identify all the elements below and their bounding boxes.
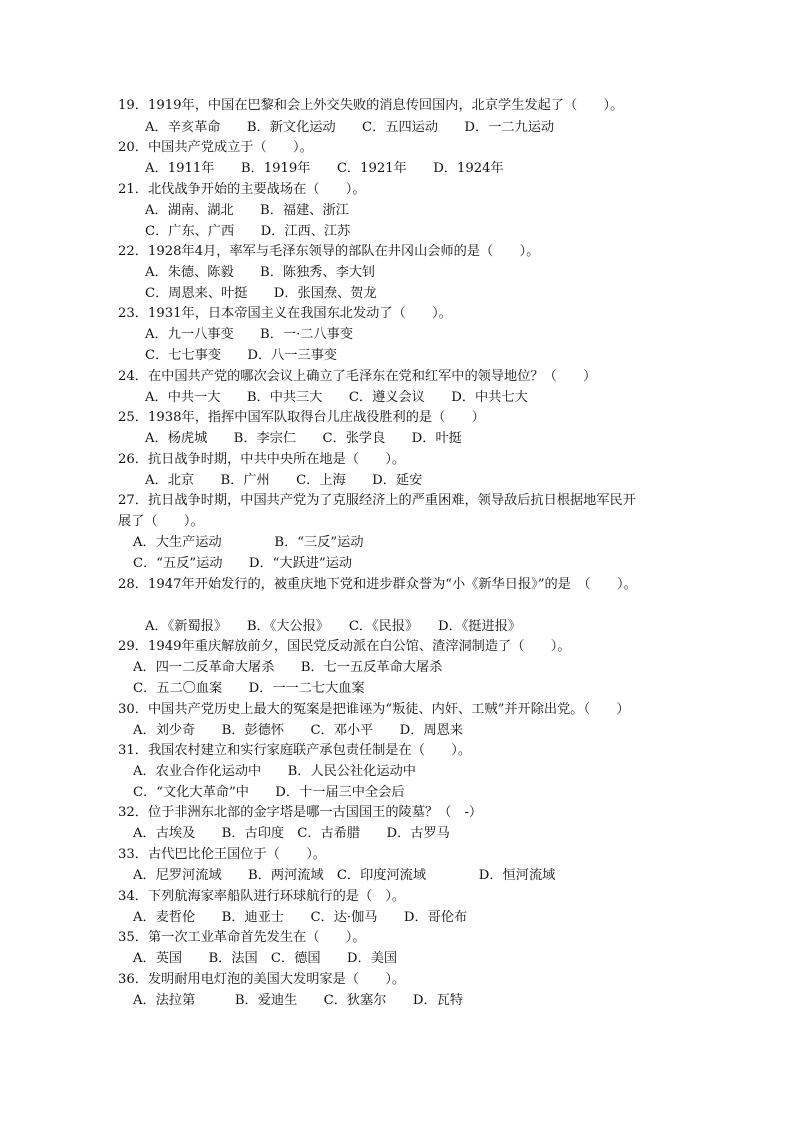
question-27-options-row2: C．“五反”运动 D．“大跃进”运动 [133,556,353,571]
question-22-options-row1: A．朱德、陈毅 B．陈独秀、李大钊 [145,265,376,280]
question-31-options-row2: C．“文化大革命”中 D．十一届三中全会后 [133,785,405,800]
question-28-stem: 28．1947年开始发行的，被重庆地下党和进步群众誉为“小《新华日报》”的是 （ ）。 [118,577,637,592]
question-23-stem: 23．1931年，日本帝国主义在我国东北发动了（ ）。 [118,306,452,321]
question-32-stem: 32．位于非洲东北部的金字塔是哪一古国国王的陵墓？（ -） [118,805,483,820]
question-27-stem-line2: 展了（ ）。 [118,514,204,529]
question-29-stem: 29．1949年重庆解放前夕，国民党反动派在白公馆、渣滓洞制造了（ ）。 [118,639,571,654]
question-35-options: A．英国 B．法国 C．德国 D．美国 [133,951,398,966]
question-21-stem: 21．北伐战争开始的主要战场在（ ）。 [118,182,366,197]
question-30-options: A．刘少奇 B．彭德怀 C．邓小平 D．周恩来 [133,723,464,738]
question-33-options: A．尼罗河流域 B．两河流域 C．印度河流域 D．恒河流域 [133,868,556,883]
question-22-stem: 22．1928年4月，率军与毛泽东领导的部队在井冈山会师的是（ ）。 [118,244,540,259]
question-26-stem: 26．抗日战争时期，中共中央所在地是（ ）。 [118,452,406,467]
question-23-options-row2: C．七七事变 D．八一三事变 [145,348,338,363]
question-29-options-row2: C．五二〇血案 D．一一二七大血案 [133,681,365,696]
question-20-stem: 20．中国共产党成立于（ ）。 [118,140,313,155]
question-23-options-row1: A．九一八事变 B．一·二八事变 [145,327,354,342]
question-33-stem: 33．古代巴比伦王国位于（ ）。 [118,847,326,862]
question-34-options: A．麦哲伦 B．迪亚士 C．达·伽马 D．哥伦布 [133,910,468,925]
question-24-options: A．中共一大 B．中共三大 C．遵义会议 D．中共七大 [145,390,528,405]
question-34-stem: 34．下列航海家率船队进行环球航行的是（ ）。 [118,889,406,904]
question-31-options-row1: A．农业合作化运动中 B．人民公社化运动中 [133,764,416,779]
question-20-options: A．1911年 B．1919年 C．1921年 D．1924年 [145,161,504,176]
question-31-stem: 31．我国农村建立和实行家庭联产承包责任制是在（ ）。 [118,743,472,758]
question-24-stem: 24．在中国共产党的哪次会议上确立了毛泽东在党和红军中的领导地位？（ ） [118,369,597,384]
question-36-options: A．法拉第 B．爱迪生 C．狄塞尔 D．瓦特 [133,993,464,1008]
question-25-stem: 25．1938年，指挥中国军队取得台儿庄战役胜利的是（ ） [118,410,485,425]
question-21-options-row2: C．广东、广西 D．江西、江苏 [145,224,351,239]
question-29-options-row1: A．四一二反革命大屠杀 B．七一五反革命大屠杀 [133,660,443,675]
question-32-options: A．古埃及 B．古印度 C．古希腊 D．古罗马 [133,826,450,841]
question-35-stem: 35．第一次工业革命首先发生在（ ）。 [118,930,366,945]
question-27-options-row1: A．大生产运动 B．“三反”运动 [133,535,364,550]
question-27-stem-line1: 27．抗日战争时期，中国共产党为了克服经济上的严重困难，领导敌后抗日根据地军民开 [118,493,636,508]
question-26-options: A．北京 B．广州 C．上海 D．延安 [145,473,423,488]
question-21-options-row1: A．湖南、湖北 B．福建、浙江 [145,203,349,218]
question-19-stem: 19．1919年，中国在巴黎和会上外交失败的消息传回国内，北京学生发起了（ ）。 [118,98,624,113]
question-25-options: A．杨虎城 B．李宗仁 C．张学良 D．叶挺 [145,431,462,446]
question-36-stem: 36．发明耐用电灯泡的美国大发明家是（ ）。 [118,972,406,987]
question-22-options-row2: C．周恩来、叶挺 D．张国焘、贺龙 [145,286,377,301]
question-30-stem: 30．中国共产党历史上最大的冤案是把谁诬为“叛徒、内奸、工贼”并开除出党。（ ） [118,702,630,717]
question-19-options: A．辛亥革命 B．新文化运动 C．五四运动 D．一二九运动 [145,120,555,135]
question-28-options: A．《新蜀报》 B．《大公报》 C．《民报》 D．《挺进报》 [145,619,522,634]
